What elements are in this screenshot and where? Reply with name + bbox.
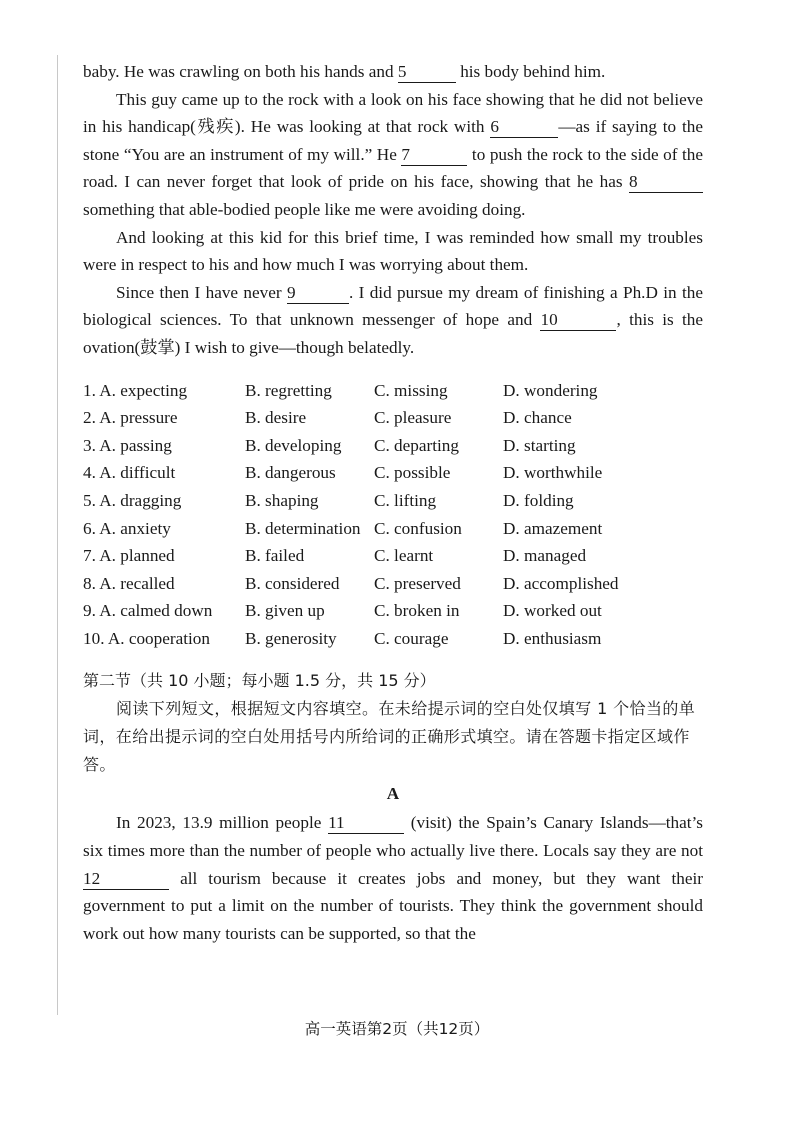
option-a: 4. A. difficult: [83, 463, 176, 483]
option-a: 8. A. recalled: [83, 573, 175, 593]
option-a: 2. A. pressure: [83, 408, 178, 428]
answer-blank: 5: [398, 62, 456, 83]
option-row: [83, 597, 703, 625]
passage-paragraph: And looking at this kid for this brief time, I was reminded how small my troubles were in respect to his and how much I was worrying about them.: [83, 227, 703, 275]
option-a: 1. A. expecting: [83, 380, 188, 400]
answer-blank: 10: [540, 310, 616, 331]
option-c: C. missing: [374, 380, 448, 400]
option-b: B. failed: [245, 546, 305, 566]
option-b: B. considered: [245, 573, 340, 593]
options-list: [83, 377, 703, 653]
option-d: D. amazement: [503, 518, 603, 538]
option-c: C. possible: [374, 463, 451, 483]
answer-blank: 9: [287, 283, 349, 304]
option-d: D. worthwhile: [503, 463, 603, 483]
option-a: 10. A. cooperation: [83, 628, 210, 648]
option-c: C. departing: [374, 435, 459, 455]
section-heading: 第二节（共 10 小题；每小题 1.5 分，共 15 分）: [83, 671, 436, 691]
page-footer: 高一英语第2页（共12页）: [304, 1020, 490, 1038]
option-d: D. enthusiasm: [503, 628, 602, 648]
option-d: D. accomplished: [503, 573, 619, 593]
option-d: D. folding: [503, 490, 574, 510]
section-instructions: 阅读下列短文，根据短文内容填空。在未给提示词的空白处仅填写 1 个恰当的单词，在给出提示词的空白处用括号内所给词的正确形式填空。请在答题卡指定区域作答。: [83, 699, 696, 775]
option-b: B. given up: [245, 601, 325, 621]
option-d: D. chance: [503, 408, 572, 428]
option-b: B. shaping: [245, 490, 319, 510]
option-row: [83, 432, 703, 460]
option-c: C. pleasure: [374, 408, 452, 428]
option-c: C. broken in: [374, 601, 460, 621]
exam-page: [83, 58, 703, 947]
option-d: D. wondering: [503, 380, 598, 400]
answer-blank: 6: [490, 117, 558, 138]
answer-blank: 11: [328, 813, 404, 834]
option-c: C. preserved: [374, 573, 461, 593]
option-row: [83, 515, 703, 543]
option-a: 6. A. anxiety: [83, 518, 171, 538]
option-c: C. courage: [374, 628, 449, 648]
option-c: C. learnt: [374, 546, 434, 566]
margin-rule: [57, 55, 58, 1015]
option-b: B. generosity: [245, 628, 337, 648]
option-a: 7. A. planned: [83, 546, 175, 566]
option-d: D. managed: [503, 546, 587, 566]
option-b: B. dangerous: [245, 463, 336, 483]
option-row: [83, 377, 703, 405]
option-c: C. confusion: [374, 518, 462, 538]
option-row: [83, 570, 703, 598]
option-row: [83, 404, 703, 432]
option-b: B. regretting: [245, 380, 332, 400]
option-b: B. determination: [245, 518, 361, 538]
option-row: [83, 487, 703, 515]
option-a: 9. A. calmed down: [83, 601, 213, 621]
passage-paragraph: In 2023, 13.9 million people 11 (visit) the Spain’s Canary Islands—that’s six times more than the number of people who actually live there. Locals say they are not 12 all tourism because it creates jobs and money, but they want their government to put a limit on the number of tourists. They think the government should work out how many tourists can be supported, so that the: [83, 813, 703, 943]
option-row: [83, 542, 703, 570]
passage-paragraph: baby. He was crawling on both his hands and 5 his body behind him.: [83, 62, 606, 81]
answer-blank: 12: [83, 869, 169, 890]
answer-blank: 7: [401, 145, 467, 166]
option-row: [83, 625, 703, 653]
option-a: 5. A. dragging: [83, 490, 182, 510]
option-d: D. worked out: [503, 601, 602, 621]
passage-paragraph: This guy came up to the rock with a look on his face showing that he did not believe in his handicap(残疾). He was looking at that rock with 6 —as if saying to the stone “You are an instrument of my will.” He 7 to push the rock to the side of the road. I can never forget that look of pride on his face, showing that he has 8 something that able-bodied people like me were avoiding doing.: [83, 89, 703, 219]
answer-blank: 8: [629, 172, 703, 193]
option-b: B. desire: [245, 408, 307, 428]
option-c: C. lifting: [374, 490, 437, 510]
passage-paragraph: Since then I have never 9 . I did pursue my dream of finishing a Ph.D in the biological sciences. To that unknown messenger of hope and 10 , this is the ovation(鼓掌) I wish to give—though belatedly.: [83, 282, 703, 357]
passage-label: A: [386, 784, 400, 804]
option-row: [83, 459, 703, 487]
option-b: B. developing: [245, 435, 342, 455]
option-a: 3. A. passing: [83, 435, 172, 455]
option-d: D. starting: [503, 435, 576, 455]
